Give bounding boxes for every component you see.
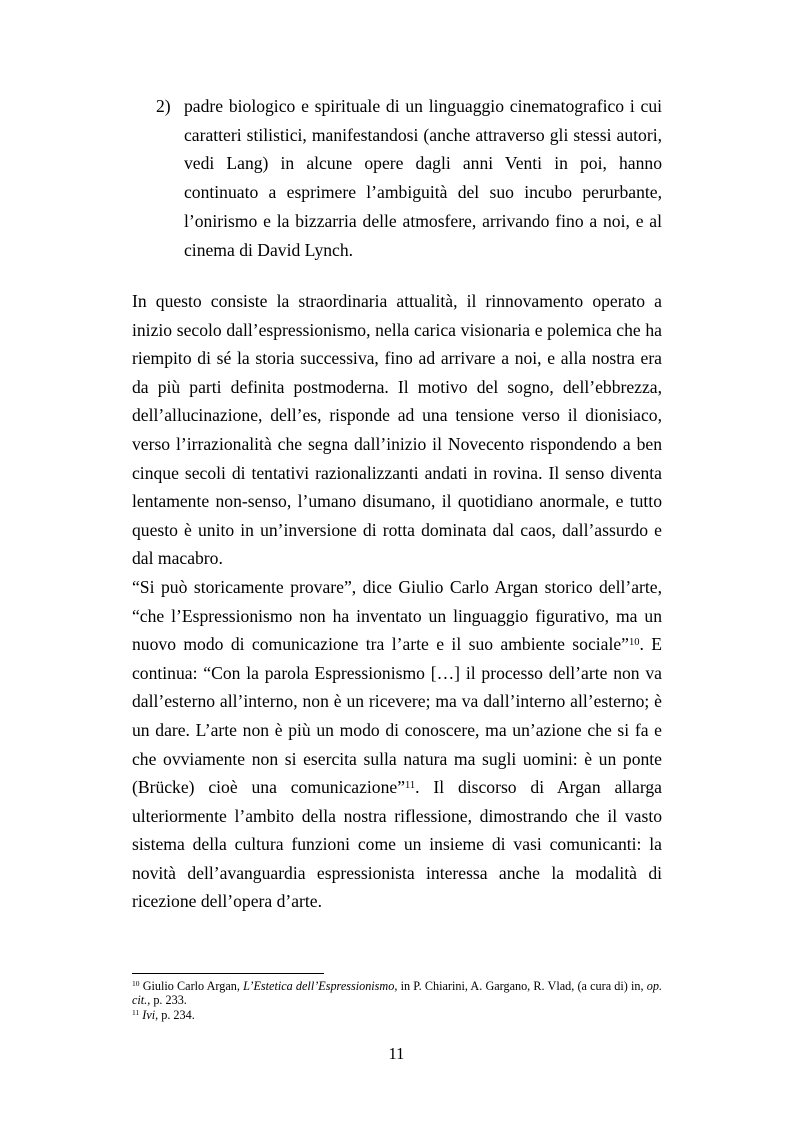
footnote-ref-10[interactable]: 10	[628, 637, 640, 649]
paragraph-1: In questo consiste la straordinaria attualità, il rinnovamento operato a inizio secolo dall’espressionismo, nella carica visionaria e polemica che ha riempito di sé la storia successiva, fino ad arrivare a noi, e alla nostra era da più parti definita postmoderna. Il motivo del sogno, dell’ebbrezza, dell’allucinazione, dell’es, risponde ad una tensione verso il dionisiaco, verso l’irrazionalità che segna dall’inizio il Novecento rispondendo a ben cinque secoli di tentativi razionalizzanti andati in rovina. Il senso diventa lentamente non-senso, l’umano disumano, il quotidiano anormale, e tutto questo è unito in un’inversione di rotta dominata dal caos, dall’assurdo e dal macabro.	[132, 291, 662, 569]
footnote-text: , p. 233.	[147, 993, 187, 1008]
footnote-ref-11[interactable]: 11	[405, 780, 416, 792]
footnote-ref: op. cit.	[132, 979, 662, 1008]
list-item-number: 2)	[156, 96, 171, 116]
footnote-text: , p. 234.	[155, 1007, 195, 1022]
footnote-number: 11	[132, 1008, 140, 1018]
footnote-ref: Ivi	[142, 1007, 156, 1022]
paragraph-2-part-1: “Si può storicamente provare”, dice Giulio Carlo Argan storico dell’arte, “che l’Espressionismo non ha inventato un linguaggio figurativo, ma un nuovo modo di comunicazione tra l’arte e il suo ambiente sociale”	[132, 576, 662, 655]
footnote-text: Giulio Carlo Argan,	[139, 979, 244, 993]
paragraph-2-part-3: . Il discorso di Argan allarga ulteriormente l’ambito della nostra riflessione, dimostrando che il vasto sistema della cultura funzioni come un insieme di vasi comunicanti: la novità dell’avanguardia espressionista interessa anche la modalità di ricezione dell’opera d’arte.	[132, 777, 662, 912]
footnote-title: L’Estetica dell’Espressionismo,	[243, 979, 398, 993]
list-item-text: padre biologico e spirituale di un linguaggio cinematografico i cui caratteri stilistici, manifestandosi (anche attraverso gli stessi autori, vedi Lang) in alcune opere dagli anni Venti in poi, hanno continuato a esprimere l’ambiguità del suo incubo perurbante, l’onirismo e la bizzarria delle atmosfere, arrivando fino a noi, e al cinema di David Lynch.	[184, 96, 662, 260]
page-number: 11	[388, 1044, 405, 1063]
paragraph-2-part-2: . E continua: “Con la parola Espressionismo […] il processo dell’arte non va dall’esterno all’interno, non è un ricevere; ma va dall’interno all’esterno; è un dare. L’arte non è più un modo di conoscere, ma un’azione che si fa e che ovviamente non si esercita sulla natura ma sugli uomini: è un ponte (Brücke) cioè una comunicazione”	[132, 634, 662, 798]
footnote-separator	[132, 973, 324, 974]
footnotes	[132, 979, 662, 1022]
footnote-text: in P. Chiarini, A. Gargano, R. Vlad, (a cura di) in,	[397, 979, 647, 993]
numbered-list	[150, 92, 662, 264]
body-text	[132, 287, 662, 916]
footnote-10	[132, 979, 662, 1008]
list-item	[150, 92, 662, 264]
footnote-number: 10	[132, 979, 140, 989]
footnote-11	[132, 1008, 662, 1022]
paragraph-2	[132, 573, 662, 916]
